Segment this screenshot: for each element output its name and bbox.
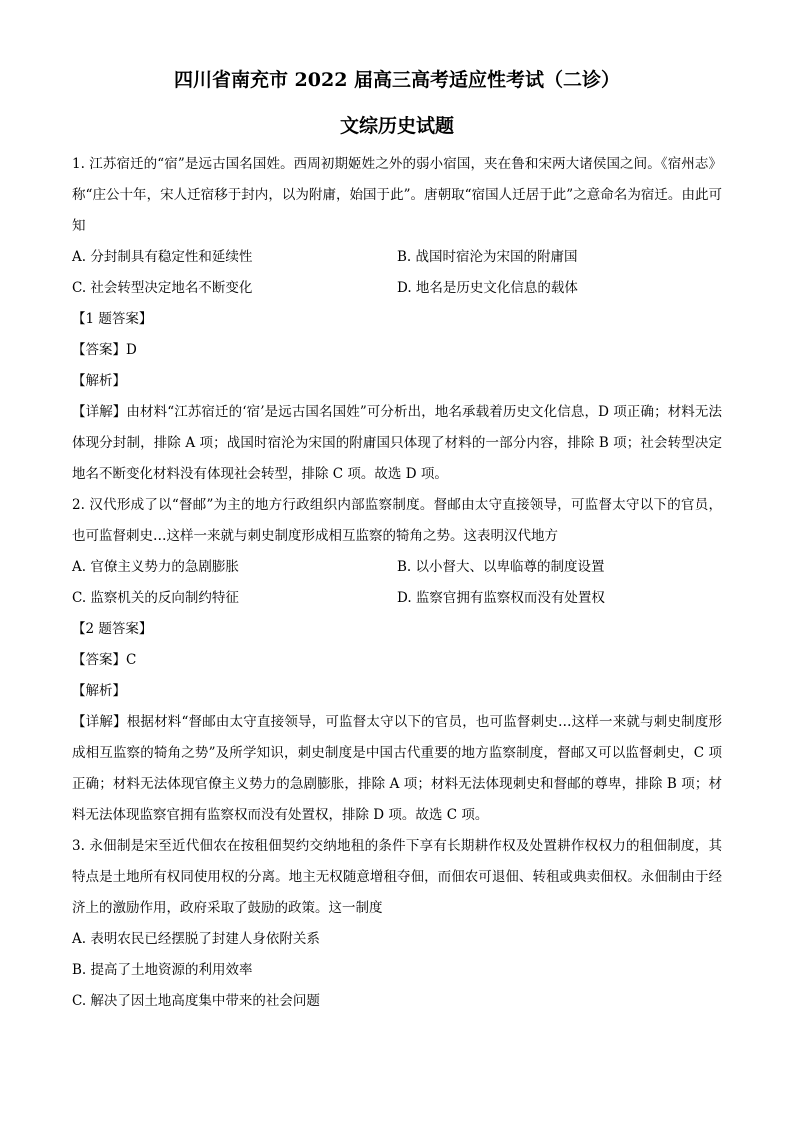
question-2-analysis-header: 【解析】 bbox=[72, 683, 126, 699]
question-3-option-c-row bbox=[72, 986, 722, 1017]
question-2-option-d: D. 监察官拥有监察权而没有处置权 bbox=[397, 590, 605, 606]
exam-title: 四川省南充市 2022 届高三高考适应性考试（二诊） bbox=[173, 69, 621, 91]
question-2-detail: 【详解】根据材料“督邮由太守直接领导，可监督太守以下的官员，也可监督刺史…这样一来就与刺史制度形成相互监察的犄角之势”及所学知识，刺史制度是中国古代重要的地方监察制度，督邮又可以监督刺史，C 项正确；材料无法体现官僚主义势力的急剧膨胀，排除 A 项；材料无法体现刺史和督邮的尊卑，排除 B 项；材料无法体现监察官拥有监察权而没有处置权，排除 D 项。故选 C 项。 bbox=[72, 714, 722, 823]
question-3-option-a: A. 表明农民已经摆脱了封建人身依附关系 bbox=[72, 931, 320, 947]
question-1-answer: 【答案】D bbox=[72, 342, 137, 358]
question-2-options-row-1 bbox=[72, 552, 722, 583]
question-3-option-c: C. 解决了因土地高度集中带来的社会问题 bbox=[72, 993, 320, 1009]
question-1-options-row-1 bbox=[72, 242, 722, 273]
question-1-option-a: A. 分封制具有稳定性和延续性 bbox=[72, 249, 253, 265]
question-1-option-c: C. 社会转型决定地名不断变化 bbox=[72, 280, 253, 296]
question-2-option-a: A. 官僚主义势力的急剧膨胀 bbox=[72, 559, 239, 575]
question-2-answer: 【答案】C bbox=[72, 652, 137, 668]
exam-page bbox=[72, 62, 722, 1017]
question-2-answer-header: 【2 题答案】 bbox=[72, 621, 153, 637]
question-1-analysis-header: 【解析】 bbox=[72, 373, 126, 389]
question-3-option-b: B. 提高了土地资源的利用效率 bbox=[72, 962, 253, 978]
exam-subtitle: 文综历史试题 bbox=[339, 115, 454, 137]
question-2-option-c: C. 监察机关的反向制约特征 bbox=[72, 590, 239, 606]
question-3-option-a-row bbox=[72, 924, 722, 955]
question-2-stem: 2. 汉代形成了以“督邮”为主的地方行政组织内部监察制度。督邮由太守直接领导，可监督太守以下的官员，也可监督刺史…这样一来就与刺史制度形成相互监察的犄角之势。这表明汉代地方 bbox=[72, 497, 722, 544]
question-1-stem: 1. 江苏宿迁的“宿”是远古国名国姓。西周初期姬姓之外的弱小宿国，夹在鲁和宋两大诸侯国之间。《宿州志》称“庄公十年，宋人迁宿移于封内，以为附庸，始国于此”。唐朝取“宿国人迁居于此”之意命名为宿迁。由此可知 bbox=[72, 156, 722, 234]
question-1-options-row-2 bbox=[72, 273, 722, 304]
question-3-stem: 3. 永佃制是宋至近代佃农在按租佃契约交纳地租的条件下享有长期耕作权及处置耕作权权力的租佃制度，其特点是土地所有权同使用权的分离。地主无权随意增租夺佃，而佃农可退佃、转租或典卖佃权。永佃制由于经济上的激励作用，政府采取了鼓励的政策。这一制度 bbox=[72, 838, 722, 916]
question-1-detail: 【详解】由材料“江苏宿迁的‘宿’是远古国名国姓”可分析出，地名承载着历史文化信息，D 项正确；材料无法体现分封制，排除 A 项；战国时宿沦为宋国的附庸国只体现了材料的一部分内容，排除 B 项；社会转型决定地名不断变化材料没有体现社会转型，排除 C 项。故选 D 项。 bbox=[72, 404, 722, 482]
question-1-answer-header: 【1 题答案】 bbox=[72, 311, 153, 327]
question-1-option-b: B. 战国时宿沦为宋国的附庸国 bbox=[397, 249, 578, 265]
question-3-option-b-row bbox=[72, 955, 722, 986]
question-2-options-row-2 bbox=[72, 583, 722, 614]
question-1-option-d: D. 地名是历史文化信息的载体 bbox=[397, 280, 578, 296]
question-2-option-b: B. 以小督大、以卑临尊的制度设置 bbox=[397, 559, 605, 575]
